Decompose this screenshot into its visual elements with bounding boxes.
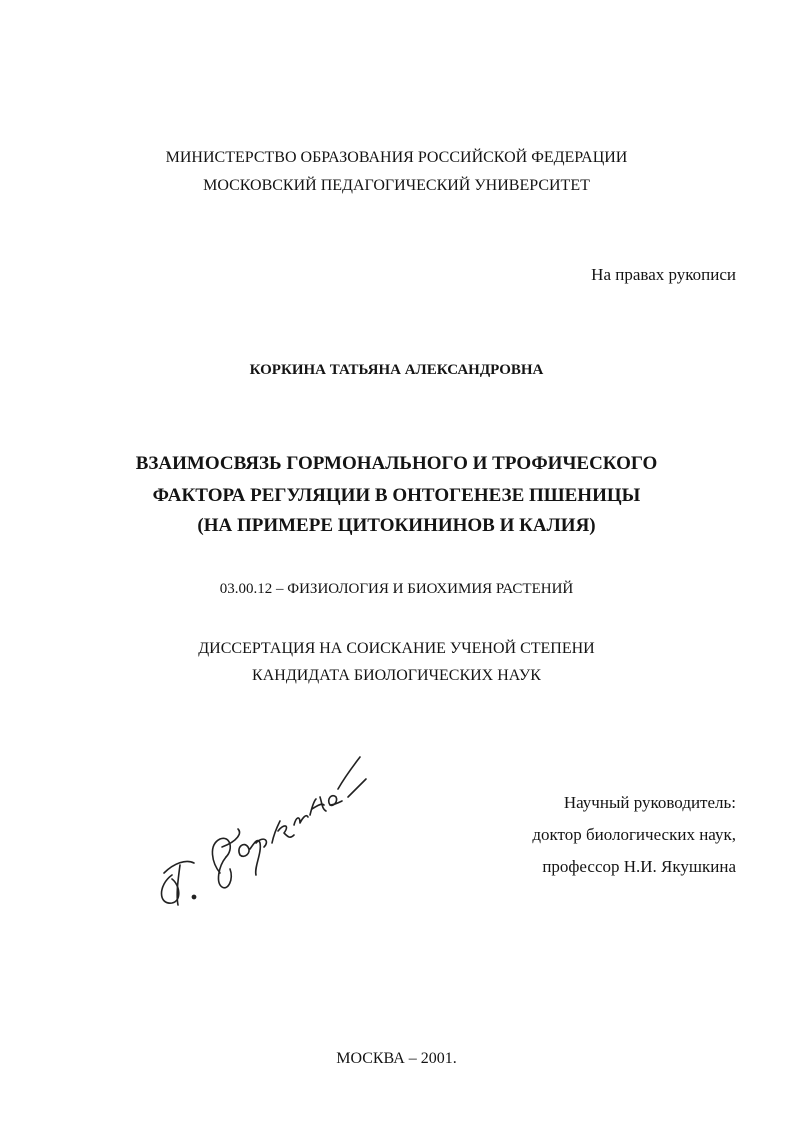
university-heading: МОСКОВСКИЙ ПЕДАГОГИЧЕСКИЙ УНИВЕРСИТЕТ bbox=[203, 177, 590, 194]
degree-line-1: ДИССЕРТАЦИЯ НА СОИСКАНИЕ УЧЕНОЙ СТЕПЕНИ bbox=[198, 640, 595, 657]
title-line-2: ФАКТОРА РЕГУЛЯЦИИ В ОНТОГЕНЕЗЕ ПШЕНИЦЫ bbox=[152, 485, 641, 506]
title-line-3: (НА ПРИМЕРЕ ЦИТОКИНИНОВ И КАЛИЯ) bbox=[197, 515, 596, 536]
city-year-footer: МОСКВА – 2001. bbox=[336, 1050, 457, 1067]
author-name: КОРКИНА ТАТЬЯНА АЛЕКСАНДРОВНА bbox=[249, 362, 544, 378]
supervisor-degree: доктор биологических наук, bbox=[532, 825, 736, 844]
ministry-heading: МИНИСТЕРСТВО ОБРАЗОВАНИЯ РОССИЙСКОЙ ФЕДЕРАЦИИ bbox=[165, 149, 628, 166]
degree-line-2: КАНДИДАТА БИОЛОГИЧЕСКИХ НАУК bbox=[252, 667, 541, 684]
title-line-1: ВЗАИМОСВЯЗЬ ГОРМОНАЛЬНОГО И ТРОФИЧЕСКОГО bbox=[135, 453, 658, 474]
supervisor-name: профессор Н.И. Якушкина bbox=[542, 857, 736, 876]
handwritten-signature bbox=[150, 745, 370, 915]
supervisor-label: Научный руководитель: bbox=[563, 793, 736, 812]
manuscript-note: На правах рукописи bbox=[591, 265, 736, 284]
specialty-code: 03.00.12 – ФИЗИОЛОГИЯ И БИОХИМИЯ РАСТЕНИЙ bbox=[219, 581, 574, 597]
